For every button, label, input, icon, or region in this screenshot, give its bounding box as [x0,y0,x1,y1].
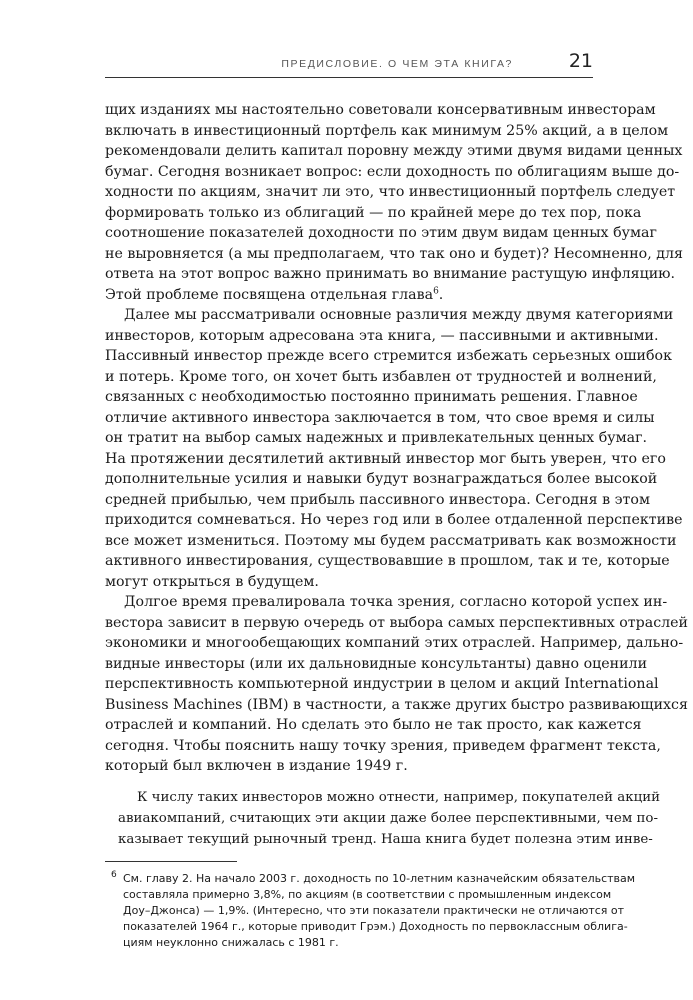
text-line: инвесторов, которым адресована эта книга, — пассивными и активными. [105,327,659,344]
running-title: ПРЕДИСЛОВИЕ. О ЧЕМ ЭТА КНИГА? [281,58,513,70]
paragraph-1 [105,100,683,305]
text-line: активного инвестирования, существовавшие в прошлом, так и те, которые [105,553,670,569]
text-line: средней прибылью, чем прибыль пассивного инвестора. Сегодня в этом [105,491,650,508]
footnote-line-last: циям неуклонно снижалась с 1981 г. [123,935,339,949]
text-line: Далее мы рассматривали основные различия между двумя категориями [124,307,674,323]
footnote-separator [105,861,237,862]
text-line-last: который был включен в издание 1949 г. [105,758,408,774]
footnote-text: См. главу 2. На начало 2003 г. доходность по 10-летним казначейским обязательствам [123,871,636,885]
footnote-line: составляла примерно 3,8%, по акциям (в соответствии с промышленным индексом [123,887,612,901]
text-fragment: Этой проблеме посвящена отдельная глава [105,286,434,303]
text-line: ответа на этот вопрос важно принимать во внимание растущую инфляцию. [105,266,676,282]
text-line: отличие активного инвестора заключается в том, что свое время и силы [105,409,655,426]
text-line: он тратит на выбор самых надежных и привлекательных ценных бумаг. [105,430,648,446]
quote-line: казывает текущий рыночный тренд. Наша книга будет полезна этим инве- [118,831,653,847]
footnote [105,869,636,951]
paragraph-3 [105,592,689,777]
text-line: включать в инвестиционный портфель как минимум 25% акций, а в целом [105,122,669,139]
text-line: связанных с необходимостью постоянно принимать решения. Главное [105,389,638,405]
text-line: ходности по акциям, значит ли это, что инвестиционный портфель следует [105,184,676,200]
text-line-last: могут открыться в будущем. [105,573,319,590]
footnote-reference[interactable]: 6 [433,285,439,296]
text-line: и потерь. Кроме того, он хочет быть избавлен от трудностей и волнений, [105,368,657,385]
text-line: все может измениться. Поэтому мы будем рассматривать как возможности [105,532,677,549]
quote-line: К числу таких инвесторов можно отнести, например, покупателей акций [137,789,661,805]
text-line-last [105,285,597,306]
text-line: бумаг. Сегодня возникает вопрос: если доходность по облигациям выше до- [105,163,680,180]
footnote-line: показателей 1964 г., которые приводит Грэм.) Доходность по первоклассным облига- [123,919,628,933]
block-quote [118,787,661,850]
text-line: формировать только из облигаций — по крайней мере до тех пор, пока [105,204,642,221]
text-line: дополнительные усилия и навыки будут вознаграждаться более высокой [105,471,658,487]
text-line: рекомендовали делить капитал поровну между этими двумя видами ценных [105,143,683,159]
text-line: щих изданиях мы настоятельно советовали консервативным инвесторам [105,102,656,118]
text-line: Пассивный инвестор прежде всего стремится избежать серьезных ошибок [105,348,672,364]
page-number: 21 [568,50,593,72]
footnote-line: Доу–Джонса) — 1,9%. (Интересно, что эти показатели практически не отличаются от [123,903,625,917]
quote-line: авиакомпаний, считающих эти акции даже более перспективными, чем по- [118,810,659,826]
text-line: не выровняется (а мы предполагаем, что так оно и будет)? Несомненно, для [105,245,683,262]
text-line: вестора зависит в первую очередь от выбора самых перспективных отраслей [105,614,689,631]
text-line: отраслей и компаний. Но сделать это было не так просто, как кажется [105,717,642,733]
text-line: На протяжении десятилетий активный инвестор мог быть уверен, что его [105,450,666,467]
header-rule [105,77,593,78]
text-line: соотношение показателей доходности по этим двум видам ценных бумаг [105,225,657,241]
text-line: приходится сомневаться. Но через год или в более отдаленной перспективе [105,512,683,528]
text-line: видные инвесторы (или их дальновидные консультанты) давно оценили [105,655,648,672]
text-line: сегодня. Чтобы пояснить нашу точку зрения, приведем фрагмент текста, [105,737,661,754]
text-line: перспективность компьютерной индустрии в целом и акций International [105,676,659,692]
footnote-line: $^6$ См. главу 2. На начало 2003 г. доходность по 10-летним казначейским обязательствам [111,869,636,885]
page-header [105,48,593,78]
text-line: экономики и многообещающих компаний этих отраслей. Например, дально- [105,635,684,651]
text-fragment: . [438,286,444,303]
paragraph-2 [105,305,683,592]
text-line: Долгое время превалировала точка зрения, согласно которой успех ин- [124,594,668,610]
body-text [105,100,689,951]
text-line: Business Machines (IBM) в частности, а также других быстро развивающихся [105,696,688,713]
